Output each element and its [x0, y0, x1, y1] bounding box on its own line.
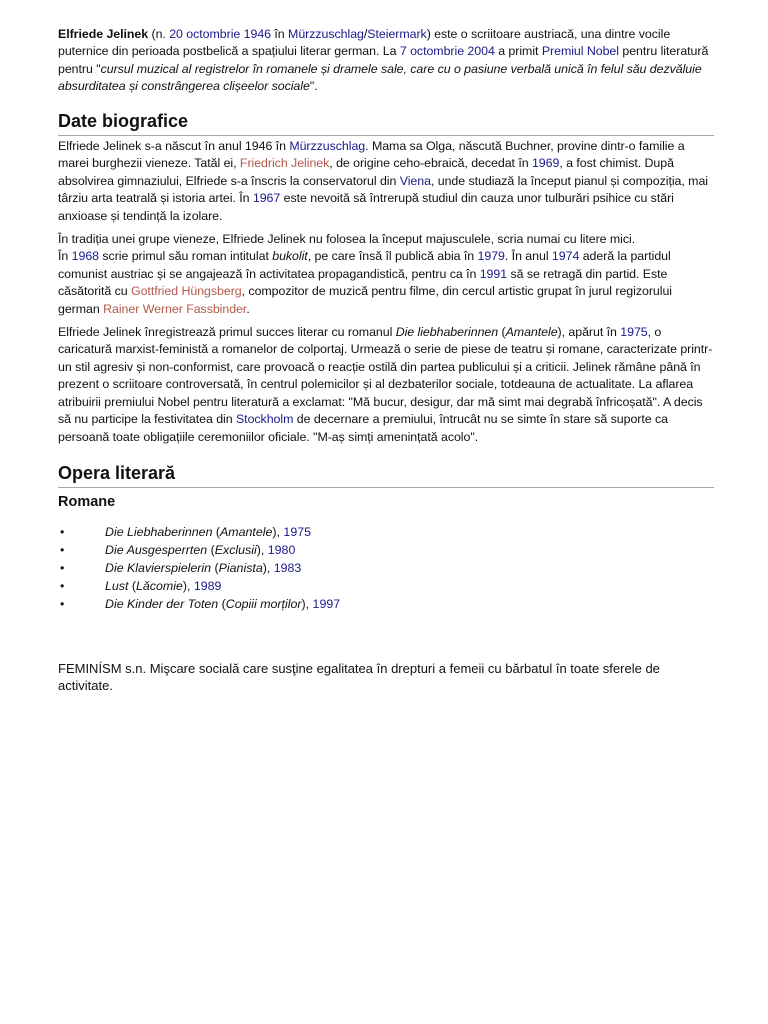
novels-subheading: Romane [58, 494, 116, 510]
feminism-definition: FEMINÍSM s.n. Mişcare socială care susţine egalitatea în drepturi a femeii cu bărbatul în toate sferele de activitate. [58, 661, 660, 693]
biography-paragraph-2: În tradiția unei grupe vieneze, Elfriede Jelinek nu folosea la început majusculele, scria numai cu litere mici. În 1968 scrie primul său roman intitulat bukolit, pe care însă îl publică abia în 1979. În anul 1974 aderă la partidul comunist austriac și se angajează în activitatea propagandistică, pentru ca în 1991 să se retragă din partid. Este căsătorită cu Gottfried Hüngsberg, compozitor de muzică pentru filme, din cercul artistic grupat în jurul regizorului german Rainer Werner Fassbinder. [58, 232, 672, 316]
novel-year-link[interactable]: 1980 [267, 542, 296, 557]
novel-item: • Lust (Lăcomie), 1989 [58, 578, 714, 596]
bullet: • [60, 525, 65, 539]
year-1969-link[interactable]: 1969 [531, 156, 560, 171]
novel-item: • Die Klavierspielerin (Pianista), 1983 [58, 560, 714, 578]
year-1979-link[interactable]: 1979 [477, 249, 505, 264]
director-link[interactable]: Rainer Werner Fassbinder [103, 301, 247, 316]
father-link[interactable]: Friedrich Jelinek [239, 156, 330, 171]
bullet: • [60, 560, 65, 575]
novel-year-link[interactable]: 1983 [273, 560, 302, 575]
nobel-prize-link[interactable]: Premiul Nobel [541, 44, 619, 59]
novel-year-link[interactable]: 1997 [312, 596, 341, 611]
biography-paragraph-1: Elfriede Jelinek s-a născut în anul 1946 în Mürzzuschlag. Mama sa Olga, născută Buchner, provine dintr-o familie a marei burghezii vieneze. Tatăl ei, Friedrich Jelinek, de origine ceho-ebraică, decedat în 1969, a fost chimist. După absolvirea gimnaziului, Elfriede s-a înscris la conservatorul din Viena, unde studiază la început pianul și compoziția, mai târziu arta teatrală și istoria artei. În 1967 este nevoită să întrerupă studiul din cauza unor tulburări psihice cu stări anxioase și tendință la izolare. [58, 139, 708, 223]
biography-paragraph-3: Elfriede Jelinek înregistrează primul succes literar cu romanul Die liebhaberinnen (Amantele), apărut în 1975, o caricatură marxist-feministă a romanelor de colportaj. Urmează o serie de piese de teatru și romane, caracterizate printr-un stil agresiv și non-conformist, care provoacă o reacție ostilă din partea publicului și a criticii. Jelinek rămâne până în prezent o scriitoare controversată, în centrul polemicilor și al dezbaterilor sociale, totdeauna de actualitate. La aflarea atribuirii premiului Nobel pentru literatură a exclamat: "Mă bucur, desigur, dar mă simt mai degrabă înfricoșată". A decis să nu participe la festivitatea din Stockholm de decernare a premiului, întrucât nu se simte în stare să suporte ca persoană toate obligațiile ceremoniilor oficiale. "M-aș simți amenințată acolo". [58, 325, 713, 444]
intro-paragraph: Elfriede Jelinek (n. 20 octombrie 1946 în Mürzzuschlag/Steiermark) este o scriitoare austriacă, una dintre vocile puternice din perioada postbelică a spațiului literar german. La 7 octombrie 2004 a primit Premiul Nobel pentru literatură pentru "cursul muzical al registrelor în romanele și dramele sale, care cu o pasiune verbală unică în felul său dezvăluie absurditatea și constrângerea clișeelor sociale". [58, 27, 709, 94]
bullet: • [60, 596, 65, 611]
subject-name: Elfriede Jelinek [58, 27, 149, 41]
novel-year-link[interactable]: 1989 [193, 578, 222, 593]
novel-year-link[interactable]: 1975 [283, 525, 311, 539]
year-1968-link[interactable]: 1968 [71, 249, 100, 264]
birth-date-link[interactable]: 20 octombrie 1946 [169, 27, 272, 41]
birth-place-link[interactable]: Mürzzuschlag [288, 27, 364, 41]
year-1975-link[interactable]: 1975 [620, 325, 648, 340]
nobel-date-link[interactable]: 7 octombrie 2004 [399, 44, 495, 59]
first-novel-title: bukolit [272, 249, 308, 264]
year-1974-link[interactable]: 1974 [551, 249, 580, 264]
biography-section [58, 138, 714, 452]
town-link[interactable]: Mürzzuschlag [289, 139, 366, 153]
region-link[interactable]: Steiermark [367, 27, 427, 41]
novels-list [58, 524, 714, 614]
vienna-link[interactable]: Viena [399, 173, 431, 188]
husband-link[interactable]: Gottfried Hüngsberg [131, 284, 242, 299]
biography-heading: Date biografice [58, 110, 714, 136]
stockholm-link[interactable]: Stockholm [235, 412, 294, 427]
bullet: • [60, 542, 65, 557]
nobel-citation: cursul muzical al registrelor în romanele și dramele sale, care cu o pasiune verbală unică în felul său dezvăluie absurditatea și constrângerea clișeelor sociale [58, 61, 702, 94]
year-1967-link[interactable]: 1967 [252, 191, 281, 206]
novel-title-romanian: Amantele [505, 325, 558, 340]
novel-title: Die liebhaberinnen [395, 325, 499, 340]
novel-item: • Die Kinder der Toten (Copiii morților), 1997 [58, 596, 714, 614]
novel-item: • Die Ausgesperrten (Exclusii), 1980 [58, 542, 714, 560]
year-1991-link[interactable]: 1991 [479, 266, 508, 281]
literary-work-heading: Opera literară [58, 462, 714, 488]
novel-item: • Die Liebhaberinnen (Amantele), 1975 [58, 524, 714, 542]
bullet: • [60, 578, 65, 593]
